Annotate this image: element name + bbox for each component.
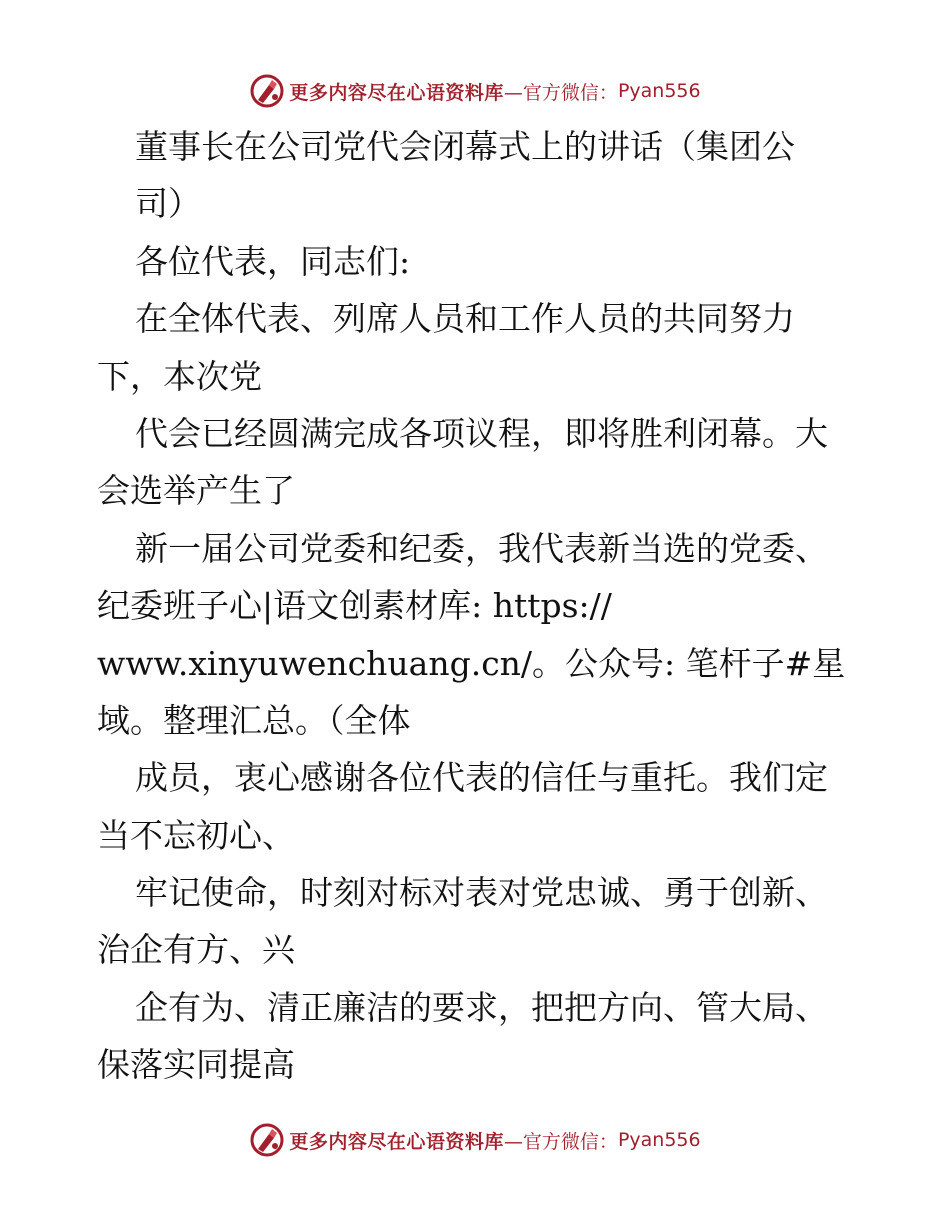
document-line: 牢记使命，时刻对标对表对党忠诚、勇于创新、	[135, 873, 828, 913]
document-line: 域。整理汇总。（全体	[97, 700, 411, 740]
header-banner-wechat-id: Pyan556	[617, 80, 701, 102]
header-banner-wechat-label: —官方微信：	[503, 81, 618, 104]
document-line: 司）	[135, 184, 201, 224]
document-line: 董事长在公司党代会闭幕式上的讲话（集团公	[135, 127, 795, 166]
pen-circle-logo-icon	[249, 1122, 285, 1158]
document-line: 会选举产生了	[97, 471, 295, 511]
document-line: 各位代表，同志们:	[135, 241, 411, 281]
document-line: 纪委班子心|语文创素材库: https://	[97, 586, 612, 626]
header-banner-title: 更多内容尽在心语资料库	[289, 81, 504, 104]
footer-banner-wechat-id: Pyan556	[617, 1129, 701, 1151]
document-line: 保落实同提高	[97, 1045, 295, 1085]
document-line: 治企有方、兴	[97, 930, 295, 970]
document-line: 代会已经圆满完成各项议程，即将胜利闭幕。大	[135, 413, 828, 453]
document-line: www.xinyuwenchuang.cn/。公众号: 笔杆子#星	[97, 643, 846, 683]
document-body	[97, 118, 857, 1094]
document-line: 下，本次党	[97, 356, 262, 396]
footer-banner-title: 更多内容尽在心语资料库	[289, 1130, 504, 1153]
document-line: 成员，衷心感谢各位代表的信任与重托。我们定	[135, 758, 828, 798]
document-line: 企有为、清正廉洁的要求，把把方向、管大局、	[135, 987, 828, 1027]
header-banner	[0, 71, 950, 111]
document-line: 新一届公司党委和纪委，我代表新当选的党委、	[135, 528, 828, 568]
footer-banner-wechat-label: —官方微信：	[503, 1130, 618, 1153]
footer-banner	[0, 1120, 950, 1160]
document-line: 当不忘初心、	[97, 815, 295, 855]
document-line: 在全体代表、列席人员和工作人员的共同努力	[135, 299, 795, 339]
pen-circle-logo-icon	[249, 73, 285, 109]
